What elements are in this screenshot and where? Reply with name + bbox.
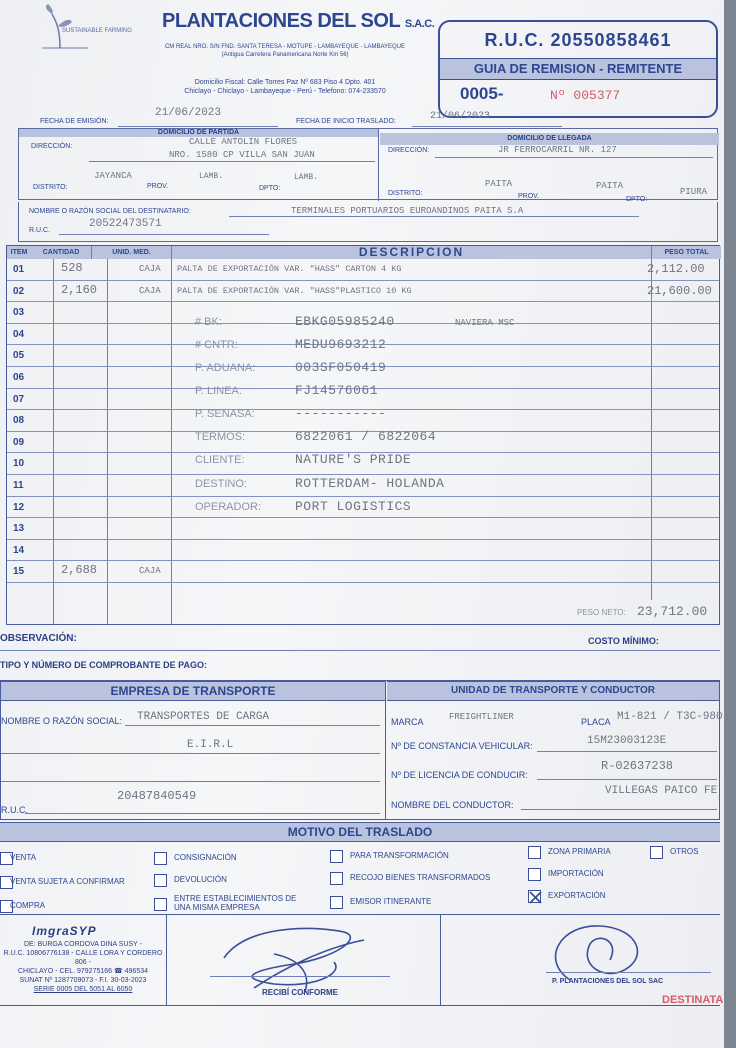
row-descripcion: PALTA DE EXPORTACIÓN VAR. "HASS"PLASTICO 10 KG: [177, 285, 412, 296]
table-row: [7, 259, 719, 281]
constancia-line: [537, 751, 717, 752]
motivo-title: MOTIVO DEL TRASLADO: [0, 822, 720, 842]
row-descripcion: PALTA DE EXPORTACIÓN VAR. "HASS" CARTON 4 KG: [177, 264, 402, 274]
destinatario-block: [18, 202, 718, 242]
partida-direccion-label: DIRECCIÓN:: [31, 143, 73, 150]
row-item: 06: [13, 372, 25, 383]
destinatario-line: [229, 216, 639, 217]
llegada-distrito-label: DISTRITO:: [388, 190, 423, 197]
table-row: [7, 540, 719, 562]
razon-social-1: TRANSPORTES DE CARGA: [137, 711, 270, 723]
llegada-title: DOMICILIO DE LLEGADA: [380, 133, 719, 145]
motivo-checkbox[interactable]: [528, 846, 541, 859]
licencia-line: [537, 779, 717, 780]
fecha-emision-line: [118, 118, 278, 127]
partida-prov-label: PROV.: [147, 183, 169, 190]
row-item: 03: [13, 307, 25, 319]
motivo-label: CONSIGNACIÓN: [174, 853, 237, 862]
motivo-label: ENTRE ESTABLECIMIENTOS DE UNA MISMA EMPRESA: [174, 894, 297, 912]
company-name: PLANTACIONES DEL SOL S.A.C.: [162, 10, 435, 32]
footer-divider-1: [166, 914, 167, 1005]
printer-info: DE: BURGA CORDOVA DINA SUSY - R.U.C. 10806776138 - CALLE LORA Y CORDERO 806 - CHICLAYO - CEL. 979275166 ☎ 496534 SUNAT Nº 1287709073 - F.I. 30-03-2023 SERIE 0005 DEL 5051 AL 6050: [3, 941, 163, 994]
detail-value: FJ14576061: [295, 383, 379, 399]
partida-title: DOMICILIO DE PARTIDA: [19, 129, 378, 137]
costo-minimo-label: COSTO MÍNIMO:: [588, 636, 659, 646]
motivo-label: EXPORTACIÓN: [548, 891, 606, 900]
row-peso: 2,112.00: [647, 262, 705, 276]
partida-dpto-label: DPTO:: [259, 185, 281, 192]
detail-label: P. ADUANA:: [195, 362, 256, 374]
logo-text: SUSTAINABLE FARMING: [62, 28, 132, 34]
items-table: [6, 245, 720, 625]
fecha-emision-label: FECHA DE EMISIÓN:: [40, 118, 109, 125]
conductor-value: VILLEGAS PAICO FE: [605, 785, 718, 797]
llegada-dpto: PIURA: [680, 187, 708, 197]
check-x-icon: [529, 891, 542, 904]
row-item: 01: [13, 264, 25, 275]
detail-label: CLIENTE:: [195, 454, 245, 467]
ruc-number: R.U.C. 20550858461: [484, 30, 672, 50]
detail-label: P. LINEA:: [195, 385, 242, 398]
detail-label: OPERADOR:: [195, 500, 262, 513]
partida-line: [89, 161, 375, 162]
placa-value: M1-821 / T3C-980: [617, 711, 723, 723]
constancia-label: Nº DE CONSTANCIA VEHICULAR:: [391, 741, 533, 751]
partida-direccion2: NRO. 1580 CP VILLA SAN JUAN: [169, 150, 315, 160]
motivo-checkbox[interactable]: [154, 898, 167, 911]
ruc-box: [438, 20, 718, 118]
fecha-inicio-value: 21/06/2023: [430, 111, 491, 122]
motivo-checkbox[interactable]: [528, 890, 541, 903]
recibi-line: [210, 976, 390, 977]
marca-label: MARCA: [391, 717, 424, 727]
row-item: 05: [13, 350, 25, 362]
razon-line-3: [1, 781, 380, 782]
detail-label: # BK:: [195, 315, 222, 328]
th-unid: UNID. MED.: [91, 246, 171, 259]
detail-value: -----------: [295, 406, 387, 422]
fiscal-address: Domicilio Fiscal: Calle Torres Paz Nº 683 Piso 4 Dpto. 401 Chiclayo - Chiclayo - Lambayeque - Perú - Telefono: 074-233570: [184, 79, 386, 96]
comprobante-label: TIPO Y NÚMERO DE COMPROBANTE DE PAGO:: [0, 660, 208, 670]
firma-empresa: P. PLANTACIONES DEL SOL SAC: [552, 978, 664, 985]
company-address: CM REAL NRO. S/N FND. SANTA TERESA - MOTUPE - LAMBAYEQUE - LAMBAYEQUE (Antigua Carretera Panamericana Norte Km 56): [164, 44, 406, 58]
motivo-checkbox[interactable]: [528, 868, 541, 881]
motivo-label: IMPORTACIÓN: [548, 869, 604, 878]
detail-label: P. SENASA:: [195, 408, 255, 421]
llegada-direccion: JR FERROCARRIL NR. 127: [498, 145, 617, 155]
th-item: ITEM: [7, 246, 31, 259]
row-item: 07: [13, 393, 25, 405]
fecha-inicio-label: FECHA DE INICIO TRASLADO:: [296, 118, 396, 125]
partida-panel: [19, 129, 379, 201]
detail-value: 003SF050419: [295, 360, 387, 375]
row-item: 11: [13, 480, 24, 491]
observacion-label: OBSERVACIÓN:: [0, 633, 77, 644]
razon-line-1: [125, 725, 380, 726]
empresa-transporte-title: EMPRESA DE TRANSPORTE: [1, 681, 385, 701]
motivo-checkbox[interactable]: [154, 852, 167, 865]
transporte-ruc-label: R.U.C.: [1, 805, 28, 815]
detail-label: TERMOS:: [195, 431, 246, 444]
table-row: [7, 518, 719, 540]
detail-extra: NAVIERA MSC: [455, 317, 515, 328]
destinatario-copy: DESTINATA: [662, 994, 724, 1006]
partida-direccion1: CALLE ANTOLIN FLORES: [189, 137, 298, 147]
th-cantidad: CANTIDAD: [31, 246, 91, 259]
conductor-line: [521, 809, 717, 810]
th-peso: PESO TOTAL: [651, 246, 721, 259]
row-item: 13: [13, 523, 25, 535]
destinatario-ruc: 20522473571: [89, 218, 162, 230]
printer-name: ImgraSYP: [32, 924, 97, 938]
partida-dpto: LAMB.: [294, 173, 319, 182]
detail-label: DESTINO:: [195, 477, 247, 490]
partida-prov: LAMB.: [199, 172, 224, 181]
motivo-label: OTROS: [670, 847, 699, 856]
ruc-line: [25, 813, 380, 814]
sprout-logo-icon: [40, 4, 90, 50]
marca-value: FREIGHTLINER: [449, 712, 514, 722]
detail-value: EBKG05985240: [295, 313, 395, 329]
fecha-emision-value: 21/06/2023: [155, 107, 222, 119]
llegada-prov: PAITA: [596, 181, 624, 191]
razon-line-2: [1, 753, 380, 754]
row-item: 04: [13, 328, 25, 340]
motivo-checkbox[interactable]: [330, 872, 343, 885]
razon-social-2: E.I.R.L: [187, 739, 234, 751]
unidad-transporte-title: UNIDAD DE TRANSPORTE Y CONDUCTOR: [387, 681, 719, 701]
table-row: [7, 281, 719, 303]
row-item: 08: [13, 415, 25, 427]
motivo-label: RECOJO BIENES TRANSFORMADOS: [350, 873, 491, 882]
row-cantidad: 2,688: [61, 563, 98, 578]
row-unid: CAJA: [139, 264, 161, 274]
peso-neto-label: PESO NETO:: [577, 608, 626, 617]
partida-distrito-label: DISTRITO:: [33, 184, 68, 191]
motivo-label: ZONA PRIMARIA: [548, 847, 611, 856]
placa-label: PLACA: [581, 717, 611, 727]
motivo-label: COMPRA: [10, 901, 46, 910]
row-item: 02: [13, 285, 25, 297]
footer-block: [0, 914, 724, 1006]
llegada-panel: [380, 129, 719, 201]
detail-label: # CNTR:: [195, 338, 238, 351]
row-peso: 21,600.00: [647, 283, 712, 298]
detail-value: MEDU9693212: [295, 336, 387, 352]
motivo-checkbox[interactable]: [330, 850, 343, 863]
motivo-checkbox[interactable]: [330, 896, 343, 909]
destinatario-ruc-line: [59, 234, 269, 235]
llegada-line: [435, 157, 713, 158]
licencia-value: R-02637238: [601, 759, 674, 773]
motivo-label: VENTA SUJETA A CONFIRMAR: [10, 877, 125, 886]
row-item: 12: [13, 501, 25, 513]
row-unid: CAJA: [139, 285, 161, 296]
row-unid: CAJA: [139, 566, 161, 577]
constancia-value: 15M23003123E: [587, 735, 667, 747]
motivo-label: PARA TRANSFORMACIÓN: [350, 851, 449, 860]
row-cantidad: 528: [61, 261, 83, 275]
observacion-line: [0, 650, 720, 651]
firma-line: [546, 972, 711, 973]
row-item: 15: [13, 566, 25, 578]
motivo-label: VENTA: [10, 853, 37, 862]
motivo-checkbox[interactable]: [650, 846, 663, 859]
domicilios-block: [18, 128, 718, 203]
motivo-label: EMISOR ITINERANTE: [350, 897, 432, 906]
llegada-dpto-label: DPTO:: [626, 196, 648, 203]
llegada-prov-label: PROV.: [518, 193, 540, 200]
detail-value: NATURE'S PRIDE: [295, 452, 412, 468]
conductor-label: NOMBRE DEL CONDUCTOR:: [391, 800, 514, 810]
detail-value: 6822061 / 6822064: [295, 429, 437, 445]
doc-type: GUIA DE REMISION - REMITENTE: [440, 58, 716, 80]
th-descripcion: DESCRIPCION: [171, 246, 651, 259]
peso-neto-value: 23,712.00: [637, 604, 708, 619]
document-number: Nº 005377: [550, 88, 621, 103]
detail-value: PORT LOGISTICS: [295, 498, 412, 514]
serie-number: 0005-: [460, 84, 504, 103]
recibi-conforme: RECIBÍ CONFORME: [262, 988, 338, 997]
footer-divider-2: [440, 914, 441, 1005]
destinatario-label: NOMBRE O RAZÓN SOCIAL DEL DESTINATARIO:: [29, 208, 191, 215]
razon-social-label: NOMBRE O RAZÓN SOCIAL:: [1, 716, 123, 726]
detail-value: ROTTERDAM- HOLANDA: [295, 475, 445, 491]
row-item: 14: [13, 544, 25, 556]
partida-distrito: JAYANCA: [94, 171, 132, 181]
row-item: 09: [13, 436, 25, 448]
table-row: [7, 561, 719, 583]
licencia-label: Nº DE LICENCIA DE CONDUCIR:: [391, 770, 528, 780]
transporte-divider: [385, 681, 386, 819]
motivo-label: DEVOLUCIÓN: [174, 875, 227, 884]
destinatario-nombre: TERMINALES PORTUARIOS EUROANDINOS PAITA S.A: [291, 206, 524, 216]
transporte-block: [0, 680, 723, 820]
destinatario-ruc-label: R.U.C.: [29, 227, 50, 234]
row-item: 10: [13, 458, 25, 470]
llegada-direccion-label: DIRECCIÓN:: [388, 147, 430, 154]
motivo-checkbox[interactable]: [154, 874, 167, 887]
llegada-distrito: PAITA: [485, 179, 513, 189]
transporte-ruc: 20487840549: [117, 789, 197, 803]
row-cantidad: 2,160: [61, 282, 98, 297]
